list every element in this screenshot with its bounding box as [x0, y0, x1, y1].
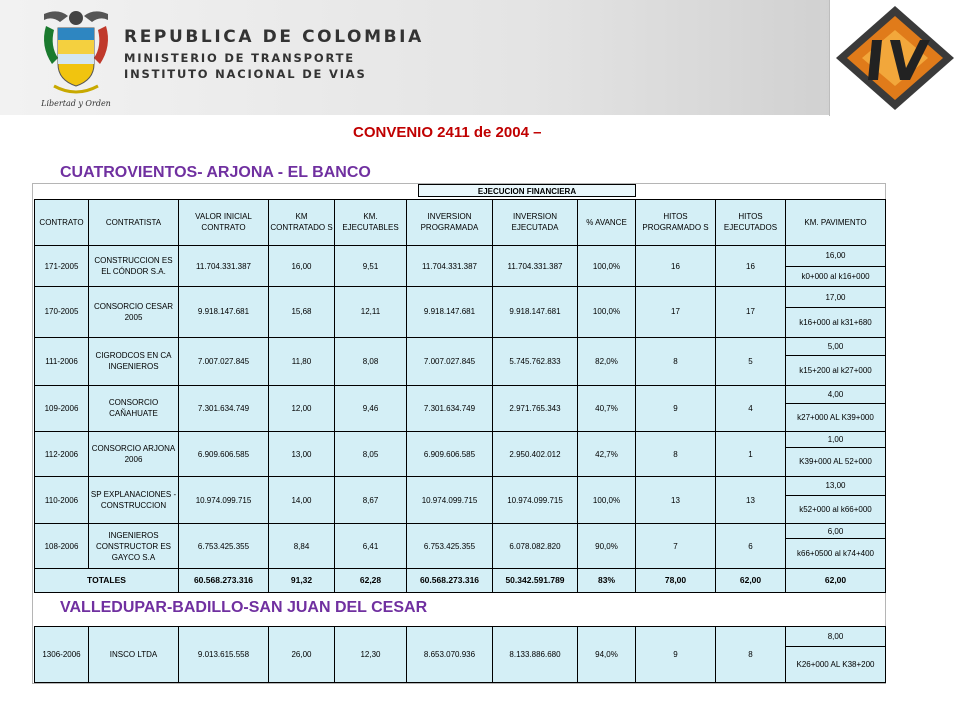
cell-km-pav-range: k66+0500 al k74+400: [786, 539, 886, 568]
cell-hitos-ejec: 4: [716, 385, 786, 432]
total-avance: 83%: [578, 568, 636, 592]
cell-km-pav-range: k27+000 AL K39+000: [786, 404, 886, 432]
cell-inv-prog: 6.909.606.585: [407, 432, 493, 477]
table-row: [35, 627, 886, 647]
cell-km-ejecutables: 8,05: [335, 432, 407, 477]
total-inv-prog: 60.568.273.316: [407, 568, 493, 592]
cell-valor: 7.301.634.749: [179, 385, 269, 432]
cell-inv-prog: 8.653.070.936: [407, 627, 493, 683]
cell-contrato: 112-2006: [35, 432, 89, 477]
col-header: CONTRATISTA: [89, 200, 179, 246]
cell-km-contratados: 16,00: [269, 245, 335, 286]
total-valor: 60.568.273.316: [179, 568, 269, 592]
total-km-contratados: 91,32: [269, 568, 335, 592]
cell-hitos-prog: 8: [636, 337, 716, 385]
cell-inv-prog: 7.007.027.845: [407, 337, 493, 385]
cell-km-ejecutables: 9,51: [335, 245, 407, 286]
cell-contrato: 108-2006: [35, 524, 89, 569]
cell-hitos-prog: 7: [636, 524, 716, 569]
contracts-table: [34, 199, 886, 593]
cell-km-pav-range: k52+000 al k66+000: [786, 495, 886, 523]
cell-inv-prog: 9.918.147.681: [407, 287, 493, 337]
cell-km-pav: 16,00: [786, 245, 886, 266]
cell-contrato: 1306-2006: [35, 627, 89, 683]
cell-avance: 82,0%: [578, 337, 636, 385]
cell-contrato: 170-2005: [35, 287, 89, 337]
cell-inv-prog: 10.974.099.715: [407, 477, 493, 524]
cell-avance: 90,0%: [578, 524, 636, 569]
colombia-coat-of-arms: [38, 6, 114, 111]
cell-contratista: CONSORCIO CESAR 2005: [89, 287, 179, 337]
cell-contratista: CIGRODCOS EN CA INGENIEROS: [89, 337, 179, 385]
cell-hitos-prog: 8: [636, 432, 716, 477]
cell-km-contratados: 8,84: [269, 524, 335, 569]
cell-avance: 100,0%: [578, 287, 636, 337]
page-header: [0, 0, 960, 115]
cell-km-pav: 1,00: [786, 432, 886, 447]
totals-label: TOTALES: [35, 568, 179, 592]
cell-km-ejecutables: 6,41: [335, 524, 407, 569]
cell-contrato: 111-2006: [35, 337, 89, 385]
cell-contratista: SP EXPLANACIONES - CONSTRUCCION: [89, 477, 179, 524]
cell-inv-ejec: 11.704.331.387: [493, 245, 578, 286]
cell-km-contratados: 11,80: [269, 337, 335, 385]
cell-km-contratados: 13,00: [269, 432, 335, 477]
cell-hitos-prog: 17: [636, 287, 716, 337]
col-header: VALOR INICIAL CONTRATO: [179, 200, 269, 246]
cell-km-pav: 13,00: [786, 477, 886, 496]
cell-km-pav-range: k15+200 al k27+000: [786, 356, 886, 385]
cell-inv-ejec: 10.974.099.715: [493, 477, 578, 524]
cell-hitos-prog: 16: [636, 245, 716, 286]
total-hitos-ejec: 62,00: [716, 568, 786, 592]
cell-hitos-prog: 9: [636, 627, 716, 683]
agreement-title: CONVENIO 2411 de 2004 –: [353, 124, 542, 141]
cell-km-pav: 6,00: [786, 524, 886, 539]
cell-hitos-ejec: 1: [716, 432, 786, 477]
table-row: [35, 385, 886, 404]
cell-avance: 40,7%: [578, 385, 636, 432]
cell-avance: 94,0%: [578, 627, 636, 683]
cell-inv-ejec: 2.971.765.343: [493, 385, 578, 432]
cell-hitos-prog: 9: [636, 385, 716, 432]
cell-km-pav-range: K26+000 AL K38+200: [786, 647, 886, 683]
cell-inv-ejec: 8.133.886.680: [493, 627, 578, 683]
total-inv-ejec: 50.342.591.789: [493, 568, 578, 592]
cell-contratista: INSCO LTDA: [89, 627, 179, 683]
cell-km-pav: 4,00: [786, 385, 886, 404]
cell-contrato: 171-2005: [35, 245, 89, 286]
col-header: INVERSION EJECUTADA: [493, 200, 578, 246]
col-header: CONTRATO: [35, 200, 89, 246]
table-row: [35, 287, 886, 308]
cell-avance: 100,0%: [578, 477, 636, 524]
cell-km-pav: 8,00: [786, 627, 886, 647]
total-km-ejecutables: 62,28: [335, 568, 407, 592]
total-km-pav: 62,00: [786, 568, 886, 592]
cell-inv-ejec: 2.950.402.012: [493, 432, 578, 477]
cell-avance: 42,7%: [578, 432, 636, 477]
cell-km-ejecutables: 12,30: [335, 627, 407, 683]
cell-km-pav-range: k0+000 al k16+000: [786, 266, 886, 287]
col-header: HITOS PROGRAMADO S: [636, 200, 716, 246]
cell-hitos-ejec: 8: [716, 627, 786, 683]
cell-inv-prog: 7.301.634.749: [407, 385, 493, 432]
section2-title: VALLEDUPAR-BADILLO-SAN JUAN DEL CESAR: [60, 599, 428, 616]
cell-hitos-ejec: 13: [716, 477, 786, 524]
cell-km-ejecutables: 9,46: [335, 385, 407, 432]
cell-km-pav-range: K39+000 AL 52+000: [786, 447, 886, 476]
cell-hitos-ejec: 17: [716, 287, 786, 337]
cell-valor: 9.013.615.558: [179, 627, 269, 683]
cell-contrato: 109-2006: [35, 385, 89, 432]
cell-km-contratados: 14,00: [269, 477, 335, 524]
invias-logo: [829, 0, 960, 116]
col-header: KM CONTRATADO S: [269, 200, 335, 246]
republic-heading: REPUBLICA DE COLOMBIA: [124, 27, 424, 47]
svg-text:Libertad y Orden: Libertad y Orden: [41, 99, 111, 108]
cell-inv-ejec: 6.078.082.820: [493, 524, 578, 569]
cell-inv-ejec: 5.745.762.833: [493, 337, 578, 385]
cell-contratista: CONSTRUCCION ES EL CÓNDOR S.A.: [89, 245, 179, 286]
cell-valor: 6.909.606.585: [179, 432, 269, 477]
cell-hitos-ejec: 5: [716, 337, 786, 385]
cell-hitos-prog: 13: [636, 477, 716, 524]
table-row: [35, 524, 886, 539]
totals-row: [35, 568, 886, 592]
group-header: EJECUCION FINANCIERA: [418, 184, 636, 197]
cell-contratista: CONSORCIO CAÑAHUATE: [89, 385, 179, 432]
cell-valor: 9.918.147.681: [179, 287, 269, 337]
cell-inv-prog: 11.704.331.387: [407, 245, 493, 286]
cell-km-pav-range: k16+000 al k31+680: [786, 308, 886, 337]
cell-km-ejecutables: 8,08: [335, 337, 407, 385]
ministry-heading: MINISTERIO DE TRANSPORTE: [124, 51, 355, 65]
cell-valor: 11.704.331.387: [179, 245, 269, 286]
cell-valor: 6.753.425.355: [179, 524, 269, 569]
cell-valor: 10.974.099.715: [179, 477, 269, 524]
col-header: KM. PAVIMENTO: [786, 200, 886, 246]
col-header: KM. EJECUTABLES: [335, 200, 407, 246]
cell-contrato: 110-2006: [35, 477, 89, 524]
cell-hitos-ejec: 6: [716, 524, 786, 569]
table-header-row: [35, 200, 886, 246]
col-header: HITOS EJECUTADOS: [716, 200, 786, 246]
cell-km-pav: 5,00: [786, 337, 886, 356]
cell-valor: 7.007.027.845: [179, 337, 269, 385]
cell-inv-prog: 6.753.425.355: [407, 524, 493, 569]
section1-title: CUATROVIENTOS- ARJONA - EL BANCO: [60, 164, 371, 181]
table-row: [35, 432, 886, 447]
table-row: [35, 245, 886, 266]
cell-km-contratados: 15,68: [269, 287, 335, 337]
cell-km-ejecutables: 8,67: [335, 477, 407, 524]
institute-heading: INSTITUTO NACIONAL DE VIAS: [124, 67, 367, 81]
cell-inv-ejec: 9.918.147.681: [493, 287, 578, 337]
cell-contratista: INGENIEROS CONSTRUCTOR ES GAYCO S.A: [89, 524, 179, 569]
total-hitos-prog: 78,00: [636, 568, 716, 592]
cell-avance: 100,0%: [578, 245, 636, 286]
cell-km-pav: 17,00: [786, 287, 886, 308]
col-header: % AVANCE: [578, 200, 636, 246]
table-row: [35, 477, 886, 496]
cell-contratista: CONSORCIO ARJONA 2006: [89, 432, 179, 477]
cell-km-contratados: 12,00: [269, 385, 335, 432]
cell-km-ejecutables: 12,11: [335, 287, 407, 337]
contracts-table-2: [34, 626, 886, 683]
table-row: [35, 337, 886, 356]
cell-hitos-ejec: 16: [716, 245, 786, 286]
col-header: INVERSION PROGRAMADA: [407, 200, 493, 246]
cell-km-contratados: 26,00: [269, 627, 335, 683]
